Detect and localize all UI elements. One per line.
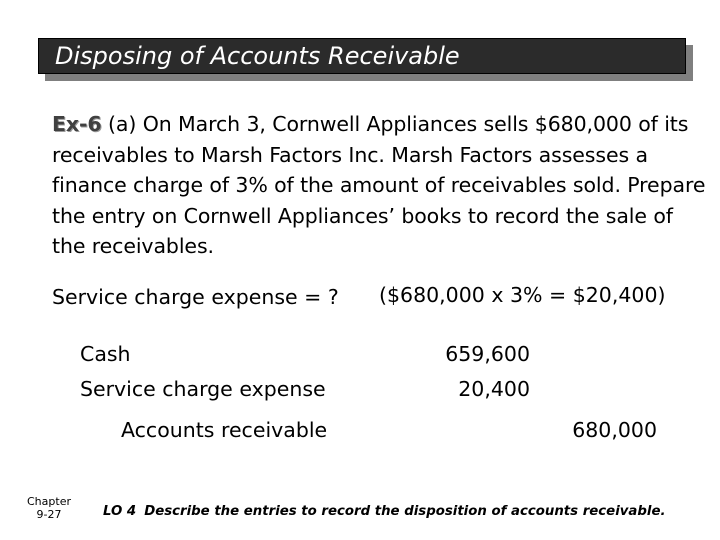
exercise-text: (a) On March 3, Cornwell Appliances sells $680,000 of its receivables to Marsh Factors Inc. Marsh Factors assesses a finance charge of 3% of the amount of receivables sold. Prepare the entry on Cornwell Appliances’ books to record the sale of the receivables.	[52, 112, 706, 258]
learning-objective-tag: LO 4	[103, 504, 137, 519]
learning-objective	[103, 504, 666, 519]
exercise-label: Ex-6	[52, 112, 102, 136]
slide-number: 9-27	[36, 508, 62, 521]
page-title: Disposing of Accounts Receivable	[55, 42, 460, 70]
title-bar	[38, 38, 686, 74]
calculation-formula: ($680,000 x 3% = $20,400)	[379, 283, 666, 307]
journal-debit-cash: 659,600	[445, 342, 530, 366]
journal-account-cash: Cash	[80, 342, 131, 366]
journal-debit-service-charge: 20,400	[458, 377, 530, 401]
journal-credit-receivable: 680,000	[572, 418, 657, 442]
chapter-label-block	[14, 495, 84, 521]
chapter-label: Chapter	[27, 495, 71, 508]
journal-account-service-charge: Service charge expense	[80, 377, 326, 401]
journal-account-receivable: Accounts receivable	[121, 418, 328, 442]
calculation-question: Service charge expense = ?	[52, 285, 339, 309]
learning-objective-text: Describe the entries to record the disposition of accounts receivable.	[144, 504, 666, 519]
exercise-paragraph	[52, 109, 712, 262]
